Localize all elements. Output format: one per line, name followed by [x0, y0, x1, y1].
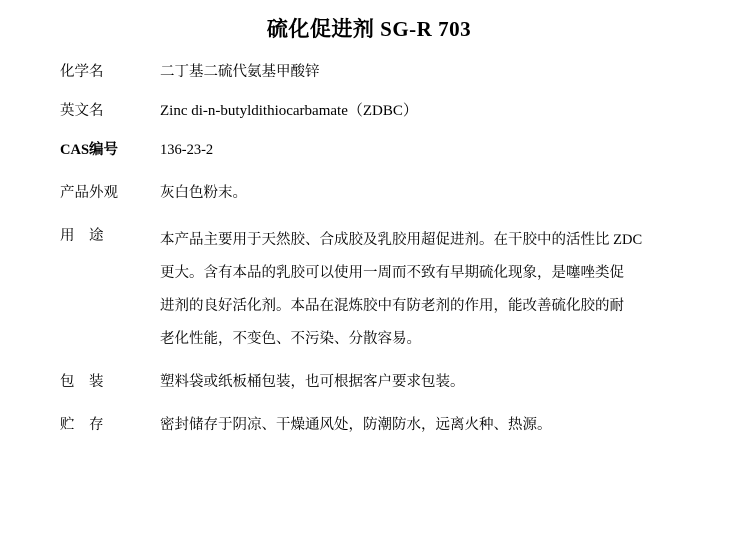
spec-label-storage: 贮 存 [60, 417, 104, 433]
usage-line: 本产品主要用于天然胶、合成胶及乳胶用超促进剂。在干胶中的活性比 ZDC [160, 232, 643, 248]
document-page [0, 14, 738, 543]
spec-value-english-name: Zinc di-n-butyldithiocarbamate（ZDBC） [160, 103, 418, 119]
usage-line: 进剂的良好活化剂。本品在混炼胶中有防老剂的作用，能改善硫化胶的耐 [160, 298, 624, 314]
spec-value-chemical-name: 二丁基二硫代氨基甲酸锌 [160, 64, 320, 80]
spec-label-packaging: 包 装 [60, 374, 104, 390]
usage-line: 老化性能，不变色、不污染、分散容易。 [160, 331, 421, 347]
spec-value-appearance: 灰白色粉末。 [160, 185, 247, 201]
spec-row-packaging [60, 370, 702, 394]
spec-list [0, 60, 738, 437]
spec-value-usage [160, 224, 702, 356]
spec-label-chemical-name: 化学名 [60, 64, 104, 80]
spec-label-usage: 用 途 [60, 228, 104, 244]
page-title [0, 14, 738, 44]
page-title-code: SG-R 703 [380, 17, 472, 41]
spec-value-cas-number: 136-23-2 [160, 142, 214, 158]
page-title-main: 硫化促进剂 [266, 17, 375, 41]
spec-value-storage: 密封储存于阴凉、干燥通风处，防潮防水，远离火种、热源。 [160, 417, 552, 433]
spec-row-cas-number [60, 138, 702, 162]
spec-value-packaging: 塑料袋或纸板桶包装，也可根据客户要求包装。 [160, 374, 465, 390]
spec-label-cas-number: CAS编号 [60, 142, 119, 158]
spec-row-appearance [60, 181, 702, 205]
spec-row-storage [60, 413, 702, 437]
spec-row-english-name [60, 99, 702, 123]
spec-label-appearance: 产品外观 [60, 185, 118, 201]
spec-label-english-name: 英文名 [60, 103, 104, 119]
spec-row-usage [60, 224, 702, 356]
spec-row-chemical-name [60, 60, 702, 84]
usage-line: 更大。含有本品的乳胶可以使用一周而不致有早期硫化现象，是噻唑类促 [160, 265, 624, 281]
